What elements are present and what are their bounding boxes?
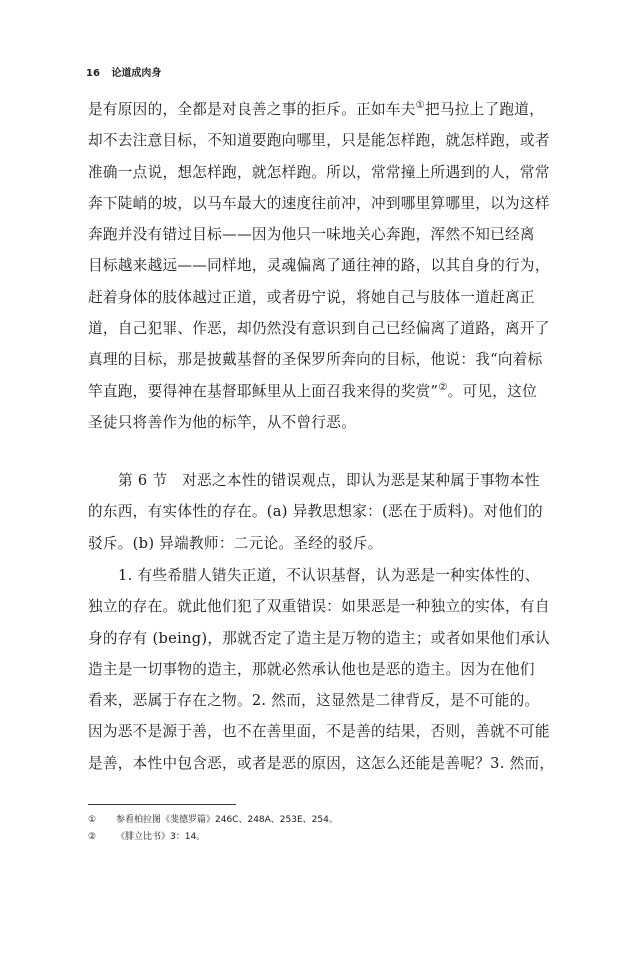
text-line: 准确一点说，想怎样跑，就怎样跑。所以，常常撞上所遇到的人，常常 bbox=[88, 163, 550, 181]
text-line: 真理的目标，那是披戴基督的圣保罗所奔向的目标，他说：我“向着标 bbox=[88, 351, 543, 369]
text-line: 第 6 节 对恶之本性的错误观点，即认为恶是某种属于事物本性 bbox=[118, 472, 540, 489]
text-line: 道，自己犯罪、作恶，却仍然没有意识到自己已经偏离了道路，离开了 bbox=[88, 320, 550, 338]
text-line: 独立的存在。就此他们犯了双重错误：如果恶是一种独立的实体，有自 bbox=[88, 598, 550, 616]
text-line: 看来，恶属于存在之物。2. 然而，这显然是二律背反，是不可能的。 bbox=[88, 692, 540, 710]
text-line: 是善，本性中包含恶，或者是恶的原因，这怎么还能是善呢？3. 然而， bbox=[88, 754, 555, 772]
text-line: 赶着身体的肢体越过正道，或者毋宁说，将她自己与肢体一道赶离正 bbox=[88, 288, 535, 306]
paragraph-1 bbox=[88, 94, 550, 438]
footnote-divider bbox=[88, 804, 236, 805]
text-line: 奔跑并没有错过目标——因为他只一味地关心奔跑，浑然不知已经离 bbox=[88, 226, 535, 244]
text-line: 因为恶不是源于善，也不在善里面，不是善的结果，否则，善就不可能 bbox=[88, 723, 550, 741]
running-header bbox=[86, 64, 161, 79]
footnote-2 bbox=[88, 829, 338, 846]
text-line: 目标越来越远——同样地，灵魂偏离了通往神的路，以其自身的行为， bbox=[88, 257, 550, 275]
page-number: 16 bbox=[86, 68, 100, 79]
text-line: 的东西，有实体性的存在。(a) 异教思想家：(恶在于质料)。对他们的 bbox=[88, 503, 543, 521]
text-line: 却不去注意目标，不知道要跑向哪里，只是能怎样跑，就怎样跑，或者 bbox=[88, 132, 550, 150]
paragraph-3 bbox=[88, 560, 555, 779]
footnotes bbox=[88, 812, 338, 846]
text-line: 驳斥。(b) 异端教师：二元论。圣经的驳斥。 bbox=[88, 534, 383, 552]
text-line: 圣徒只将善作为他的标竿，从不曾行恶。 bbox=[88, 413, 357, 431]
footnote-mark: ① bbox=[88, 815, 97, 825]
footnote-ref-2[interactable]: ② bbox=[438, 381, 448, 393]
text-line: 身的存有 (being)，那就否定了造主是万物的造主；或者如果他们承认 bbox=[88, 629, 550, 647]
text-line: 是有原因的，全都是对良善之事的拒斥。正如车夫①把马拉上了跑道， bbox=[88, 100, 545, 118]
text-line: 造主是一切事物的造主，那就必然承认他也是恶的造主。因为在他们 bbox=[88, 660, 535, 678]
footnote-text: 《腓立比书》3：14。 bbox=[116, 832, 206, 842]
text-line: 奔下陡峭的坡，以马车最大的速度往前冲，冲到哪里算哪里，以为这样 bbox=[88, 194, 550, 212]
section-6-heading bbox=[88, 465, 550, 559]
footnote-mark: ② bbox=[88, 832, 97, 842]
footnote-text: 参看柏拉图《斐德罗篇》246C、248A、253E、254。 bbox=[116, 815, 338, 825]
footnote-1 bbox=[88, 812, 338, 829]
footnote-ref-1[interactable]: ① bbox=[415, 100, 425, 112]
text-line: 1. 有些希腊人错失正道，不认识基督，认为恶是一种实体性的、 bbox=[118, 567, 540, 584]
book-title: 论道成肉身 bbox=[111, 68, 162, 79]
text-line: 竿直跑，要得神在基督耶稣里从上面召我来得的奖赏”②。可见，这位 bbox=[88, 381, 537, 400]
